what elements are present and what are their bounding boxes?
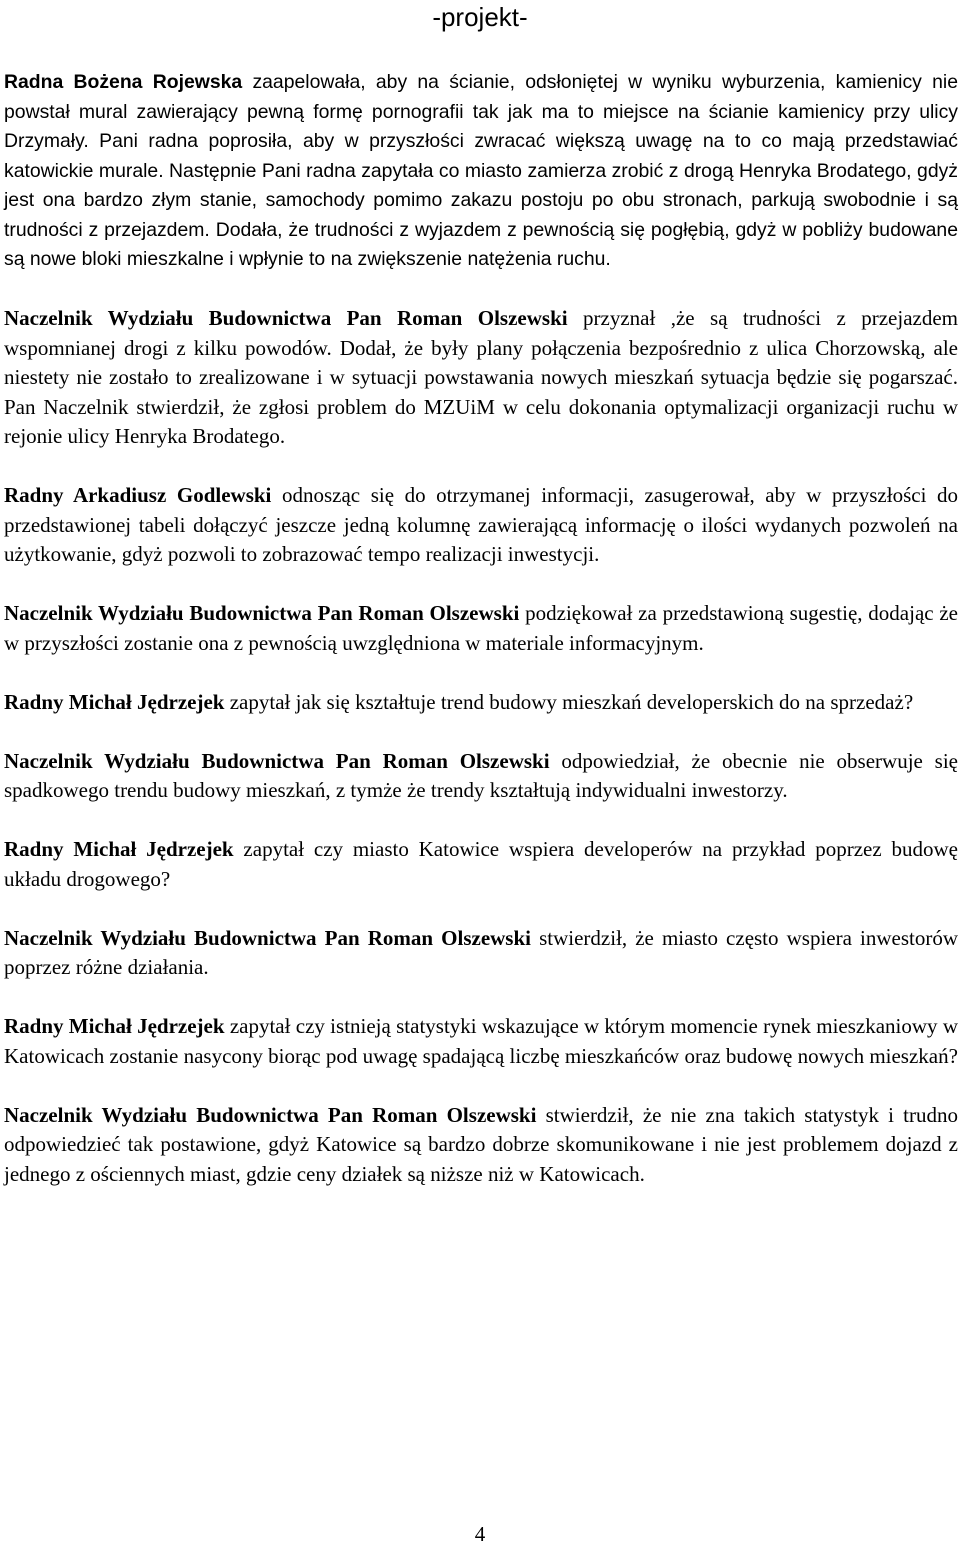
paragraph-text: stwierdził, że nie zna takich statystyk i trudno odpowiedzieć tak postawione, gdyż Katowice są bardzo dobrze skomunikowane i nie jest problemem dojazd z jednego z ościennych miast, gdzie ceny działek są niższe niż w Katowicach.: [4, 1102, 958, 1186]
speaker-name: Radny Michał Jędrzejek: [4, 689, 225, 714]
paragraph: [4, 835, 958, 894]
paragraph: [4, 599, 958, 658]
paragraph: [4, 924, 958, 983]
paragraph: [4, 747, 958, 806]
speaker-name: Naczelnik Wydziału Budownictwa Pan Roman Olszewski: [4, 748, 550, 773]
speaker-name: Radny Michał Jędrzejek: [4, 1014, 225, 1038]
paragraph: [4, 304, 958, 452]
paragraph-text: zapytał jak się kształtuje trend budowy mieszkań developerskich do na sprzedaż?: [224, 689, 914, 714]
paragraph-text: zapytał czy miasto Katowice wspiera developerów na przykład poprzez budowę układu drogowego?: [4, 837, 958, 891]
paragraph-text: stwierdził, że miasto często wspiera inwestorów poprzez różne działania.: [4, 925, 958, 979]
paragraph-text: odnosząc się do otrzymanej informacji, zasugerował, aby w przyszłości do przedstawionej tabeli dołączyć jeszcze jedną kolumnę zawierającą informację o ilości wydanych pozwoleń na użytkowanie, gdyż pozwoli to zobrazować tempo realizacji inwestycji.: [4, 483, 958, 566]
paragraph-text: odpowiedział, że obecnie nie obserwuje się spadkowego trendu budowy mieszkań, z tymże że trendy kształtują indywidualni inwestorzy.: [4, 748, 958, 802]
paragraph: [4, 1101, 958, 1190]
speaker-name: Naczelnik Wydziału Budownictwa Pan Roman Olszewski: [4, 925, 531, 950]
paragraph: [4, 68, 958, 275]
speaker-name: Radna Bożena Rojewska: [4, 71, 243, 93]
speaker-name: Naczelnik Wydziału Budownictwa Pan Roman Olszewski: [4, 601, 520, 625]
paragraph: [4, 688, 958, 718]
paragraph-text: podziękował za przedstawioną sugestię, dodając że w przyszłości zostanie ona z pewnością uwzględniona w materiale informacyjnym.: [4, 601, 958, 655]
paragraph-text: przyznał ,że są trudności z przejazdem wspomnianej drogi z kilku powodów. Dodał, że były plany połączenia bezpośrednio z ulica Chorzowską, ale niestety nie zostało to zrealizowane i w sytuacji powstawania nowych mieszkań sytuacja będzie się pogarszać. Pan Naczelnik stwierdził, że zgłosi problem do MZUiM w celu dokonania optymalizacji organizacji ruchu w rejonie ulicy Henryka Brodatego.: [4, 306, 958, 448]
speaker-name: Radny Arkadiusz Godlewski: [4, 483, 272, 507]
speaker-name: Naczelnik Wydziału Budownictwa Pan Roman Olszewski: [4, 1102, 537, 1127]
speaker-name: Radny Michał Jędrzejek: [4, 837, 234, 861]
document-body: [4, 68, 958, 1219]
paragraph-text: zaapelowała, aby na ścianie, odsłoniętej w wyniku wyburzenia, kamienicy nie powstał mural zawierający pewną formę pornografii tak jak ma to miejsce na ścianie kamienicy przy ulicy Drzymały. Pani radna poprosiła, aby w przyszłości zwracać większą uwagę na to co mają przedstawiać katowickie murale. Następnie Pani radna zapytała co miasto zamierza zrobić z drogą Henryka Brodatego, gdyż jest ona bardzo złym stanie, samochody pomimo zakazu postoju po obu stronach, parkują swobodnie i są trudności z przejazdem. Dodała, że trudności z wyjazdem z pewnością się pogłębią, gdyż w pobliży budowane są nowe bloki mieszkalne i wpłynie to na zwiększenie natężenia ruchu.: [4, 71, 958, 270]
paragraph: [4, 481, 958, 570]
speaker-name: Naczelnik Wydziału Budownictwa Pan Roman Olszewski: [4, 306, 568, 330]
page-header: -projekt-: [432, 2, 528, 32]
paragraph: [4, 1012, 958, 1071]
paragraph-text: zapytał czy istnieją statystyki wskazujące w którym momencie rynek mieszkaniowy w Katowicach zostanie nasycony biorąc pod uwagę spadającą liczbę mieszkańców oraz budowę nowych mieszkań?: [4, 1014, 958, 1068]
page-number: 4: [474, 1522, 486, 1546]
